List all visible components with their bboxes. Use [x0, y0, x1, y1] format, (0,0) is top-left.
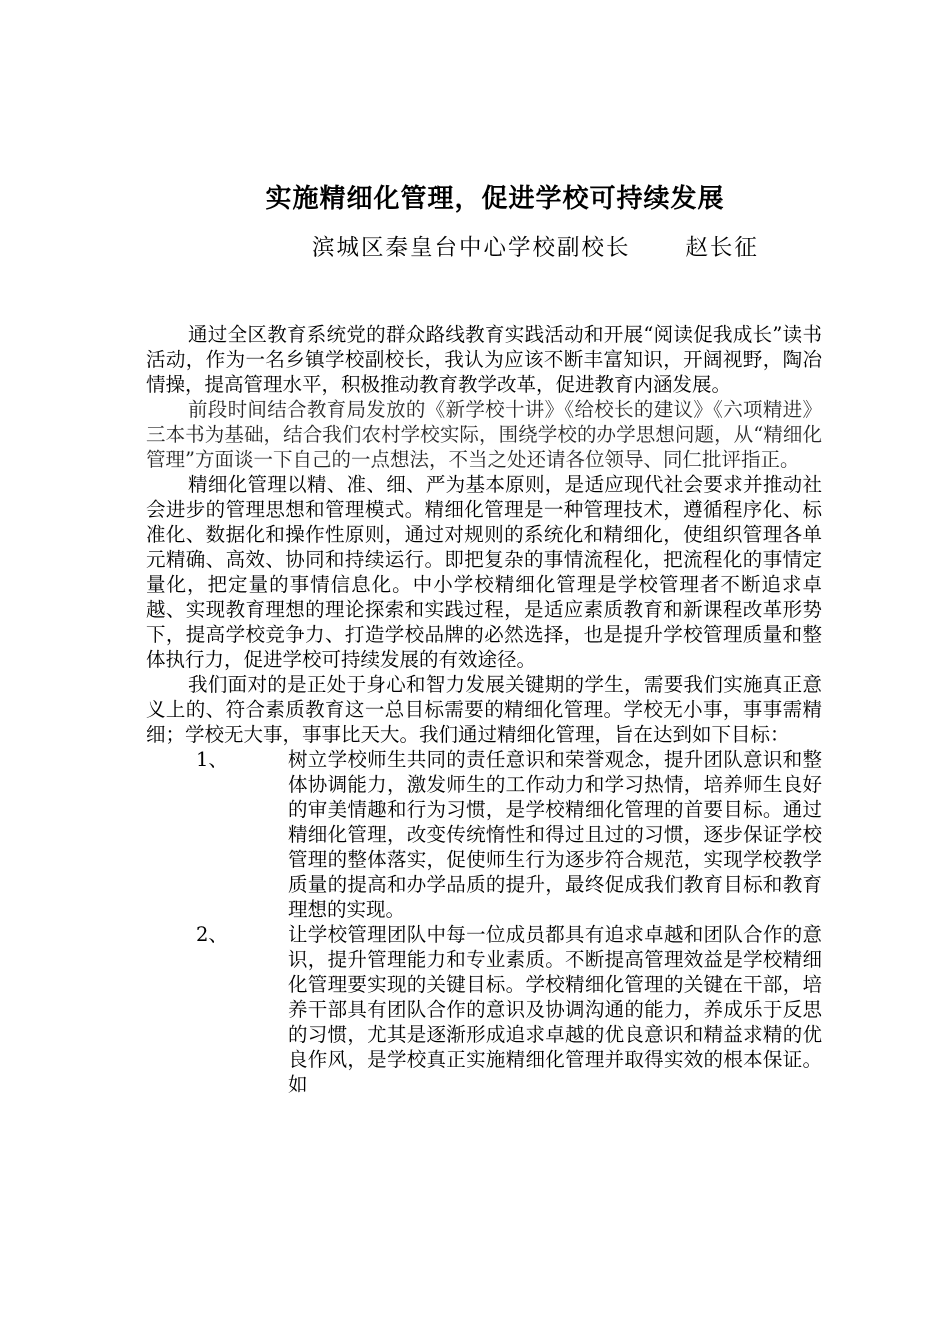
paragraph-intro: 通过全区教育系统党的群众路线教育实践活动和开展“阅读促我成长”读书活动，作为一名乡镇学校副校长，我认为应该不断丰富知识，开阔视野，陶冶情操，提高管理水平，积极推动教育教学改革，促进教育内涵发展。 [146, 323, 822, 396]
list-item-text: 树立学校师生共同的责任意识和荣誉观念，提升团队意识和整体协调能力，激发师生的工作动力和学习热情，培养师生良好的审美情趣和行为习惯，是学校精细化管理的首要目标。通过精细化管理，改变传统惰性和得过且过的习惯，逐步保证学校管理的整体落实，促使师生行为逐步符合规范，实现学校教学质量的提高和办学品质的提升，最终促成我们教育目标和教育理想的实现。 [288, 748, 822, 921]
list-item [146, 747, 822, 922]
document-body [146, 322, 822, 1097]
author-line: 滨城区秦皇台中心学校副校长 赵长征 [312, 235, 759, 261]
paragraph-goals-intro: 我们面对的是正处于身心和智力发展关键期的学生，需要我们实施真正意义上的、符合素质教育这一总目标需要的精细化管理。学校无小事，事事需精细；学校无大事，事事比天大。我们通过精细化管理，旨在达到如下目标： [146, 673, 822, 746]
list-item-text: 让学校管理团队中每一位成员都具有追求卓越和团队合作的意识，提升管理能力和专业素质。不断提高管理效益是学校精细化管理要实现的关键目标。学校精细化管理的关键在干部，培养干部具有团队合作的意识及协调沟通的能力，养成乐于反思的习惯，尤其是逐渐形成追求卓越的优良意识和精益求精的优良作风，是学校真正实施精细化管理并取得实效的根本保证。如 [288, 923, 822, 1096]
list-item-number: 2、 [196, 923, 228, 946]
list-item-number: 1、 [196, 748, 228, 771]
paragraph-definition: 精细化管理以精、准、细、严为基本原则，是适应现代社会要求并推动社会进步的管理思想和管理模式。精细化管理是一种管理技术，遵循程序化、标准化、数据化和操作性原则，通过对规则的系统化和精细化，使组织管理各单元精确、高效、协同和持续运行。即把复杂的事情流程化，把流程化的事情定量化，把定量的事情信息化。中小学校精细化管理是学校管理者不断追求卓越、实现教育理想的理论探索和实践过程，是适应素质教育和新课程改革形势下，提高学校竞争力、打造学校品牌的必然选择，也是提升学校管理质量和整体执行力，促进学校可持续发展的有效途径。 [146, 473, 822, 671]
list-item [146, 922, 822, 1097]
paragraph-background: 前段时间结合教育局发放的《新学校十讲》《给校长的建议》《六项精进》三本书为基础，结合我们农村学校实际，围绕学校的办学思想问题，从“精细化管理”方面谈一下自己的一点想法，不当之处还请各位领导、同仁批评指正。 [146, 398, 822, 471]
document-title: 实施精细化管理，促进学校可持续发展 [265, 184, 725, 214]
